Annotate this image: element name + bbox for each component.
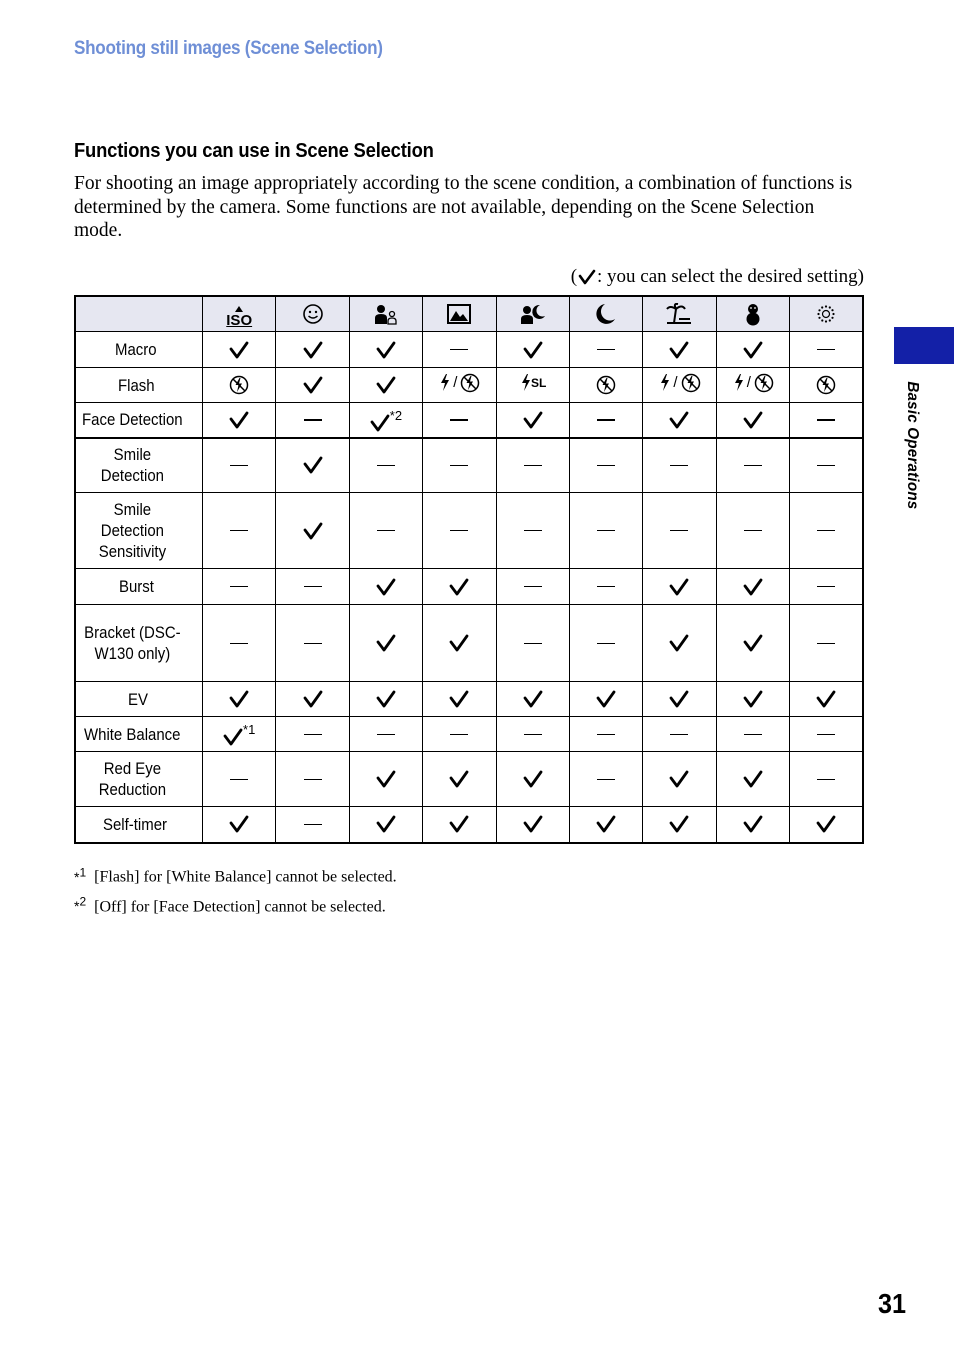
flash-separator: / bbox=[453, 374, 458, 392]
check-icon bbox=[449, 634, 469, 652]
section-body: For shooting an image appropriately according to the scene condition, a combination of functions is determined by the camera. Some functions are not available, depending on the Scene Selection mode. bbox=[74, 173, 853, 241]
table-row bbox=[75, 493, 863, 569]
not-available-dash bbox=[524, 530, 542, 531]
not-available-dash bbox=[450, 530, 468, 531]
legend-note bbox=[571, 266, 864, 288]
table-row bbox=[75, 368, 863, 403]
table-column-header bbox=[203, 296, 276, 332]
legend-open-paren: ( bbox=[570, 266, 578, 287]
table-cell bbox=[496, 493, 569, 569]
table-cell bbox=[276, 569, 349, 605]
check-icon bbox=[669, 411, 689, 429]
table-cell bbox=[203, 493, 276, 569]
row-label bbox=[75, 368, 203, 403]
flash-separator: / bbox=[673, 374, 678, 392]
twilight-icon bbox=[596, 303, 616, 325]
table-cell bbox=[349, 368, 422, 403]
not-available-dash bbox=[597, 586, 615, 587]
table-cell bbox=[203, 717, 276, 752]
table-cell bbox=[203, 807, 276, 843]
not-available-dash bbox=[230, 779, 248, 780]
check-icon bbox=[376, 815, 396, 833]
table-cell bbox=[716, 493, 789, 569]
table-cell bbox=[496, 605, 569, 682]
table-cell bbox=[349, 403, 422, 438]
not-available-dash bbox=[304, 824, 322, 825]
table-cell bbox=[423, 717, 496, 752]
table-cell bbox=[643, 682, 716, 717]
table-cell bbox=[790, 605, 864, 682]
table-cell bbox=[423, 605, 496, 682]
check-icon bbox=[743, 770, 763, 788]
not-available-dash bbox=[230, 465, 248, 466]
table-cell bbox=[569, 332, 642, 368]
flash-off-icon bbox=[596, 375, 616, 395]
not-available-dash bbox=[597, 349, 615, 350]
not-available-dash bbox=[817, 465, 835, 466]
not-available-dash bbox=[377, 530, 395, 531]
table-cell bbox=[643, 403, 716, 438]
row-label-text: Smile Detection Sensitivity bbox=[98, 500, 167, 561]
table-cell bbox=[276, 807, 349, 843]
table-cell bbox=[423, 332, 496, 368]
row-label bbox=[75, 717, 203, 752]
check-icon bbox=[303, 690, 323, 708]
table-cell bbox=[276, 605, 349, 682]
table-cell bbox=[569, 438, 642, 493]
check-icon bbox=[229, 690, 249, 708]
table-cell bbox=[423, 368, 496, 403]
table-cell bbox=[423, 682, 496, 717]
footnote-2: *$^2$ [Off] for [Face Detection] cannot be selected. bbox=[74, 894, 386, 916]
landscape-icon bbox=[447, 304, 471, 324]
table-cell bbox=[203, 332, 276, 368]
table-cell bbox=[643, 569, 716, 605]
table-cell bbox=[203, 752, 276, 807]
table-row bbox=[75, 403, 863, 438]
not-available-dash bbox=[744, 734, 762, 735]
not-available-dash bbox=[304, 419, 322, 420]
check-icon bbox=[229, 411, 249, 429]
table-cell bbox=[790, 403, 864, 438]
table-cell bbox=[423, 403, 496, 438]
check-icon bbox=[376, 578, 396, 596]
not-available-dash bbox=[597, 734, 615, 735]
table-cell bbox=[790, 438, 864, 493]
row-label-text: Bracket (DSC-W130 only) bbox=[84, 623, 181, 663]
table-cell bbox=[643, 368, 716, 403]
check-icon bbox=[596, 815, 616, 833]
check-icon bbox=[370, 414, 390, 432]
row-label-text: Macro bbox=[115, 340, 157, 359]
not-available-dash bbox=[744, 465, 762, 466]
table-cell bbox=[203, 605, 276, 682]
not-available-dash bbox=[597, 530, 615, 531]
check-icon bbox=[376, 690, 396, 708]
not-available-dash bbox=[304, 643, 322, 644]
slow-sync-icon bbox=[519, 373, 546, 392]
not-available-dash bbox=[304, 734, 322, 735]
check-icon bbox=[303, 456, 323, 474]
table-cell bbox=[203, 438, 276, 493]
not-available-dash bbox=[450, 349, 468, 350]
row-label bbox=[75, 403, 203, 438]
table-cell bbox=[276, 368, 349, 403]
not-available-dash bbox=[597, 419, 615, 420]
table-cell bbox=[496, 807, 569, 843]
not-available-dash bbox=[230, 530, 248, 531]
table-cell bbox=[790, 569, 864, 605]
table-cell bbox=[423, 569, 496, 605]
snow-icon bbox=[743, 302, 763, 326]
table-cell bbox=[349, 569, 422, 605]
table-cell bbox=[643, 493, 716, 569]
row-label-text: Burst bbox=[119, 577, 155, 596]
check-icon bbox=[523, 341, 543, 359]
soft-snap-icon bbox=[374, 303, 398, 325]
check-icon bbox=[743, 634, 763, 652]
check-icon bbox=[376, 634, 396, 652]
table-cell bbox=[716, 605, 789, 682]
check-icon bbox=[449, 770, 469, 788]
check-icon bbox=[229, 341, 249, 359]
flash-auto-or-off bbox=[732, 373, 774, 393]
table-cell bbox=[496, 752, 569, 807]
table-cell bbox=[496, 682, 569, 717]
check-icon bbox=[669, 690, 689, 708]
table-row bbox=[75, 332, 863, 368]
table-column-header bbox=[276, 296, 349, 332]
not-available-dash bbox=[377, 734, 395, 735]
check-icon bbox=[229, 815, 249, 833]
table-cell bbox=[349, 752, 422, 807]
table-cell bbox=[423, 493, 496, 569]
table-cell bbox=[276, 493, 349, 569]
table-cell bbox=[569, 605, 642, 682]
table-cell bbox=[716, 752, 789, 807]
not-available-dash bbox=[817, 530, 835, 531]
table-cell bbox=[496, 403, 569, 438]
flash-auto-icon bbox=[438, 373, 450, 392]
table-column-header bbox=[716, 296, 789, 332]
check-icon bbox=[223, 728, 243, 746]
footnote-ref: *1 bbox=[243, 722, 256, 738]
table-column-header bbox=[643, 296, 716, 332]
flash-off-icon bbox=[816, 375, 836, 395]
check-icon bbox=[743, 815, 763, 833]
flash-off-icon bbox=[681, 373, 701, 393]
check-icon bbox=[669, 770, 689, 788]
table-cell bbox=[790, 493, 864, 569]
row-label-text: White Balance bbox=[84, 724, 181, 744]
row-label bbox=[75, 807, 203, 843]
check-icon bbox=[449, 578, 469, 596]
check-icon bbox=[578, 269, 596, 285]
section-header-link[interactable]: Shooting still images (Scene Selection) bbox=[74, 38, 383, 59]
check-icon bbox=[743, 690, 763, 708]
check-icon bbox=[669, 634, 689, 652]
not-available-dash bbox=[524, 465, 542, 466]
not-available-dash bbox=[817, 586, 835, 587]
table-cell bbox=[790, 682, 864, 717]
table-row bbox=[75, 438, 863, 493]
table-row bbox=[75, 752, 863, 807]
fireworks-icon bbox=[816, 304, 836, 324]
table-cell bbox=[276, 332, 349, 368]
flash-auto-or-off bbox=[658, 373, 700, 393]
table-cell bbox=[716, 569, 789, 605]
side-tab-label: Basic Operations bbox=[904, 381, 921, 510]
table-cell bbox=[423, 438, 496, 493]
table-cell bbox=[496, 332, 569, 368]
table-cell bbox=[643, 605, 716, 682]
table-cell bbox=[790, 807, 864, 843]
flash-auto-or-off bbox=[438, 373, 480, 393]
not-available-dash bbox=[524, 643, 542, 644]
check-icon bbox=[303, 341, 323, 359]
beach-icon bbox=[666, 303, 692, 325]
table-cell bbox=[496, 569, 569, 605]
row-label-text: Smile Detection bbox=[100, 445, 164, 486]
footnote-ref: *2 bbox=[389, 407, 403, 423]
side-tab-marker bbox=[894, 327, 954, 364]
table-cell bbox=[643, 807, 716, 843]
check-icon bbox=[669, 815, 689, 833]
table-corner-cell bbox=[75, 296, 203, 332]
check-icon bbox=[669, 578, 689, 596]
table-cell bbox=[569, 752, 642, 807]
not-available-dash bbox=[450, 465, 468, 466]
table-row bbox=[75, 807, 863, 843]
not-available-dash bbox=[597, 779, 615, 780]
table-cell bbox=[349, 493, 422, 569]
not-available-dash bbox=[524, 734, 542, 735]
table-cell bbox=[716, 368, 789, 403]
check-icon bbox=[449, 815, 469, 833]
table-cell bbox=[716, 717, 789, 752]
table-cell bbox=[423, 807, 496, 843]
table-cell bbox=[569, 493, 642, 569]
table-cell bbox=[276, 717, 349, 752]
flash-off-icon bbox=[460, 373, 480, 393]
check-icon bbox=[303, 522, 323, 540]
table-cell bbox=[203, 403, 276, 438]
not-available-dash bbox=[304, 779, 322, 780]
flash-off-icon bbox=[229, 375, 249, 395]
footnotes bbox=[74, 860, 397, 919]
table-cell bbox=[716, 682, 789, 717]
table-cell bbox=[569, 682, 642, 717]
table-cell bbox=[569, 368, 642, 403]
check-icon bbox=[376, 770, 396, 788]
not-available-dash bbox=[670, 530, 688, 531]
table-cell bbox=[349, 682, 422, 717]
not-available-dash bbox=[817, 779, 835, 780]
check-icon bbox=[743, 341, 763, 359]
section-title: Functions you can use in Scene Selection bbox=[74, 140, 434, 162]
table-cell bbox=[349, 717, 422, 752]
flash-auto-icon bbox=[732, 373, 744, 392]
not-available-dash bbox=[817, 349, 835, 350]
twilight-portrait-icon bbox=[520, 303, 546, 325]
table-cell bbox=[643, 438, 716, 493]
check-icon bbox=[669, 341, 689, 359]
flash-auto-icon bbox=[658, 373, 670, 392]
table-row bbox=[75, 605, 863, 682]
table-cell bbox=[349, 807, 422, 843]
not-available-dash bbox=[450, 419, 468, 420]
not-available-dash bbox=[817, 643, 835, 644]
table-cell bbox=[496, 368, 569, 403]
row-label-text: Red Eye Reduction bbox=[98, 759, 167, 799]
footnote-1: *$^1$ [Flash] for [White Balance] cannot be selected. bbox=[74, 865, 397, 886]
not-available-dash bbox=[744, 530, 762, 531]
table-cell bbox=[716, 332, 789, 368]
check-icon bbox=[596, 690, 616, 708]
table-cell bbox=[643, 717, 716, 752]
table-cell bbox=[643, 752, 716, 807]
table-cell bbox=[716, 807, 789, 843]
check-icon bbox=[523, 411, 543, 429]
not-available-dash bbox=[670, 734, 688, 735]
not-available-dash bbox=[670, 465, 688, 466]
legend-text: : you can select the desired setting) bbox=[597, 266, 864, 287]
not-available-dash bbox=[230, 643, 248, 644]
table-cell bbox=[496, 717, 569, 752]
check-icon bbox=[743, 411, 763, 429]
table-cell bbox=[643, 332, 716, 368]
check-icon bbox=[376, 341, 396, 359]
table-cell bbox=[349, 332, 422, 368]
flash-separator: / bbox=[746, 374, 751, 392]
table-cell bbox=[276, 438, 349, 493]
table-cell bbox=[203, 569, 276, 605]
table-cell bbox=[790, 717, 864, 752]
check-icon bbox=[816, 690, 836, 708]
scene-functions-table bbox=[74, 295, 864, 844]
row-label bbox=[75, 682, 203, 717]
row-label bbox=[75, 752, 203, 807]
row-label bbox=[75, 493, 203, 569]
table-cell bbox=[790, 752, 864, 807]
table-cell bbox=[276, 752, 349, 807]
check-icon bbox=[743, 578, 763, 596]
not-available-dash bbox=[230, 586, 248, 587]
table-column-header bbox=[569, 296, 642, 332]
table-cell bbox=[349, 438, 422, 493]
table-cell bbox=[716, 438, 789, 493]
table-cell bbox=[790, 332, 864, 368]
table-column-header bbox=[423, 296, 496, 332]
row-label-text: EV bbox=[127, 689, 148, 709]
row-label-text: Face Detection bbox=[81, 410, 183, 430]
flash-auto-icon bbox=[519, 373, 531, 392]
table-cell bbox=[423, 752, 496, 807]
table-cell bbox=[276, 403, 349, 438]
table-cell bbox=[569, 569, 642, 605]
table-cell bbox=[790, 368, 864, 403]
not-available-dash bbox=[377, 465, 395, 466]
iso-text: ISO bbox=[226, 312, 253, 329]
row-label bbox=[75, 569, 203, 605]
page-number: 31 bbox=[878, 1288, 907, 1319]
row-label-text: Self-timer bbox=[102, 814, 167, 834]
table-cell bbox=[569, 717, 642, 752]
row-label bbox=[75, 605, 203, 682]
not-available-dash bbox=[817, 419, 835, 420]
table-cell bbox=[203, 682, 276, 717]
smile-shutter-icon bbox=[302, 303, 324, 325]
check-icon bbox=[523, 815, 543, 833]
not-available-dash bbox=[597, 465, 615, 466]
flash-off-icon bbox=[754, 373, 774, 393]
table-cell bbox=[276, 682, 349, 717]
table-column-header bbox=[496, 296, 569, 332]
table-column-header bbox=[790, 296, 864, 332]
table-header-row bbox=[75, 296, 863, 332]
not-available-dash bbox=[817, 734, 835, 735]
check-icon bbox=[303, 376, 323, 394]
row-label bbox=[75, 438, 203, 493]
not-available-dash bbox=[304, 586, 322, 587]
table-cell bbox=[569, 403, 642, 438]
table-row bbox=[75, 682, 863, 717]
table-row bbox=[75, 569, 863, 605]
table-cell bbox=[349, 605, 422, 682]
not-available-dash bbox=[597, 643, 615, 644]
high-sensitivity-iso-icon bbox=[226, 305, 252, 328]
check-icon bbox=[523, 690, 543, 708]
not-available-dash bbox=[524, 586, 542, 587]
check-icon bbox=[449, 690, 469, 708]
check-icon bbox=[523, 770, 543, 788]
table-row bbox=[75, 717, 863, 752]
check-icon bbox=[816, 815, 836, 833]
row-label bbox=[75, 332, 203, 368]
not-available-dash bbox=[450, 734, 468, 735]
row-label-text: Flash bbox=[118, 375, 155, 395]
check-icon bbox=[376, 376, 396, 394]
slow-sync-label: SL bbox=[531, 375, 547, 390]
table-cell bbox=[203, 368, 276, 403]
table-cell bbox=[716, 403, 789, 438]
table-column-header bbox=[349, 296, 422, 332]
table-cell bbox=[496, 438, 569, 493]
table-cell bbox=[569, 807, 642, 843]
